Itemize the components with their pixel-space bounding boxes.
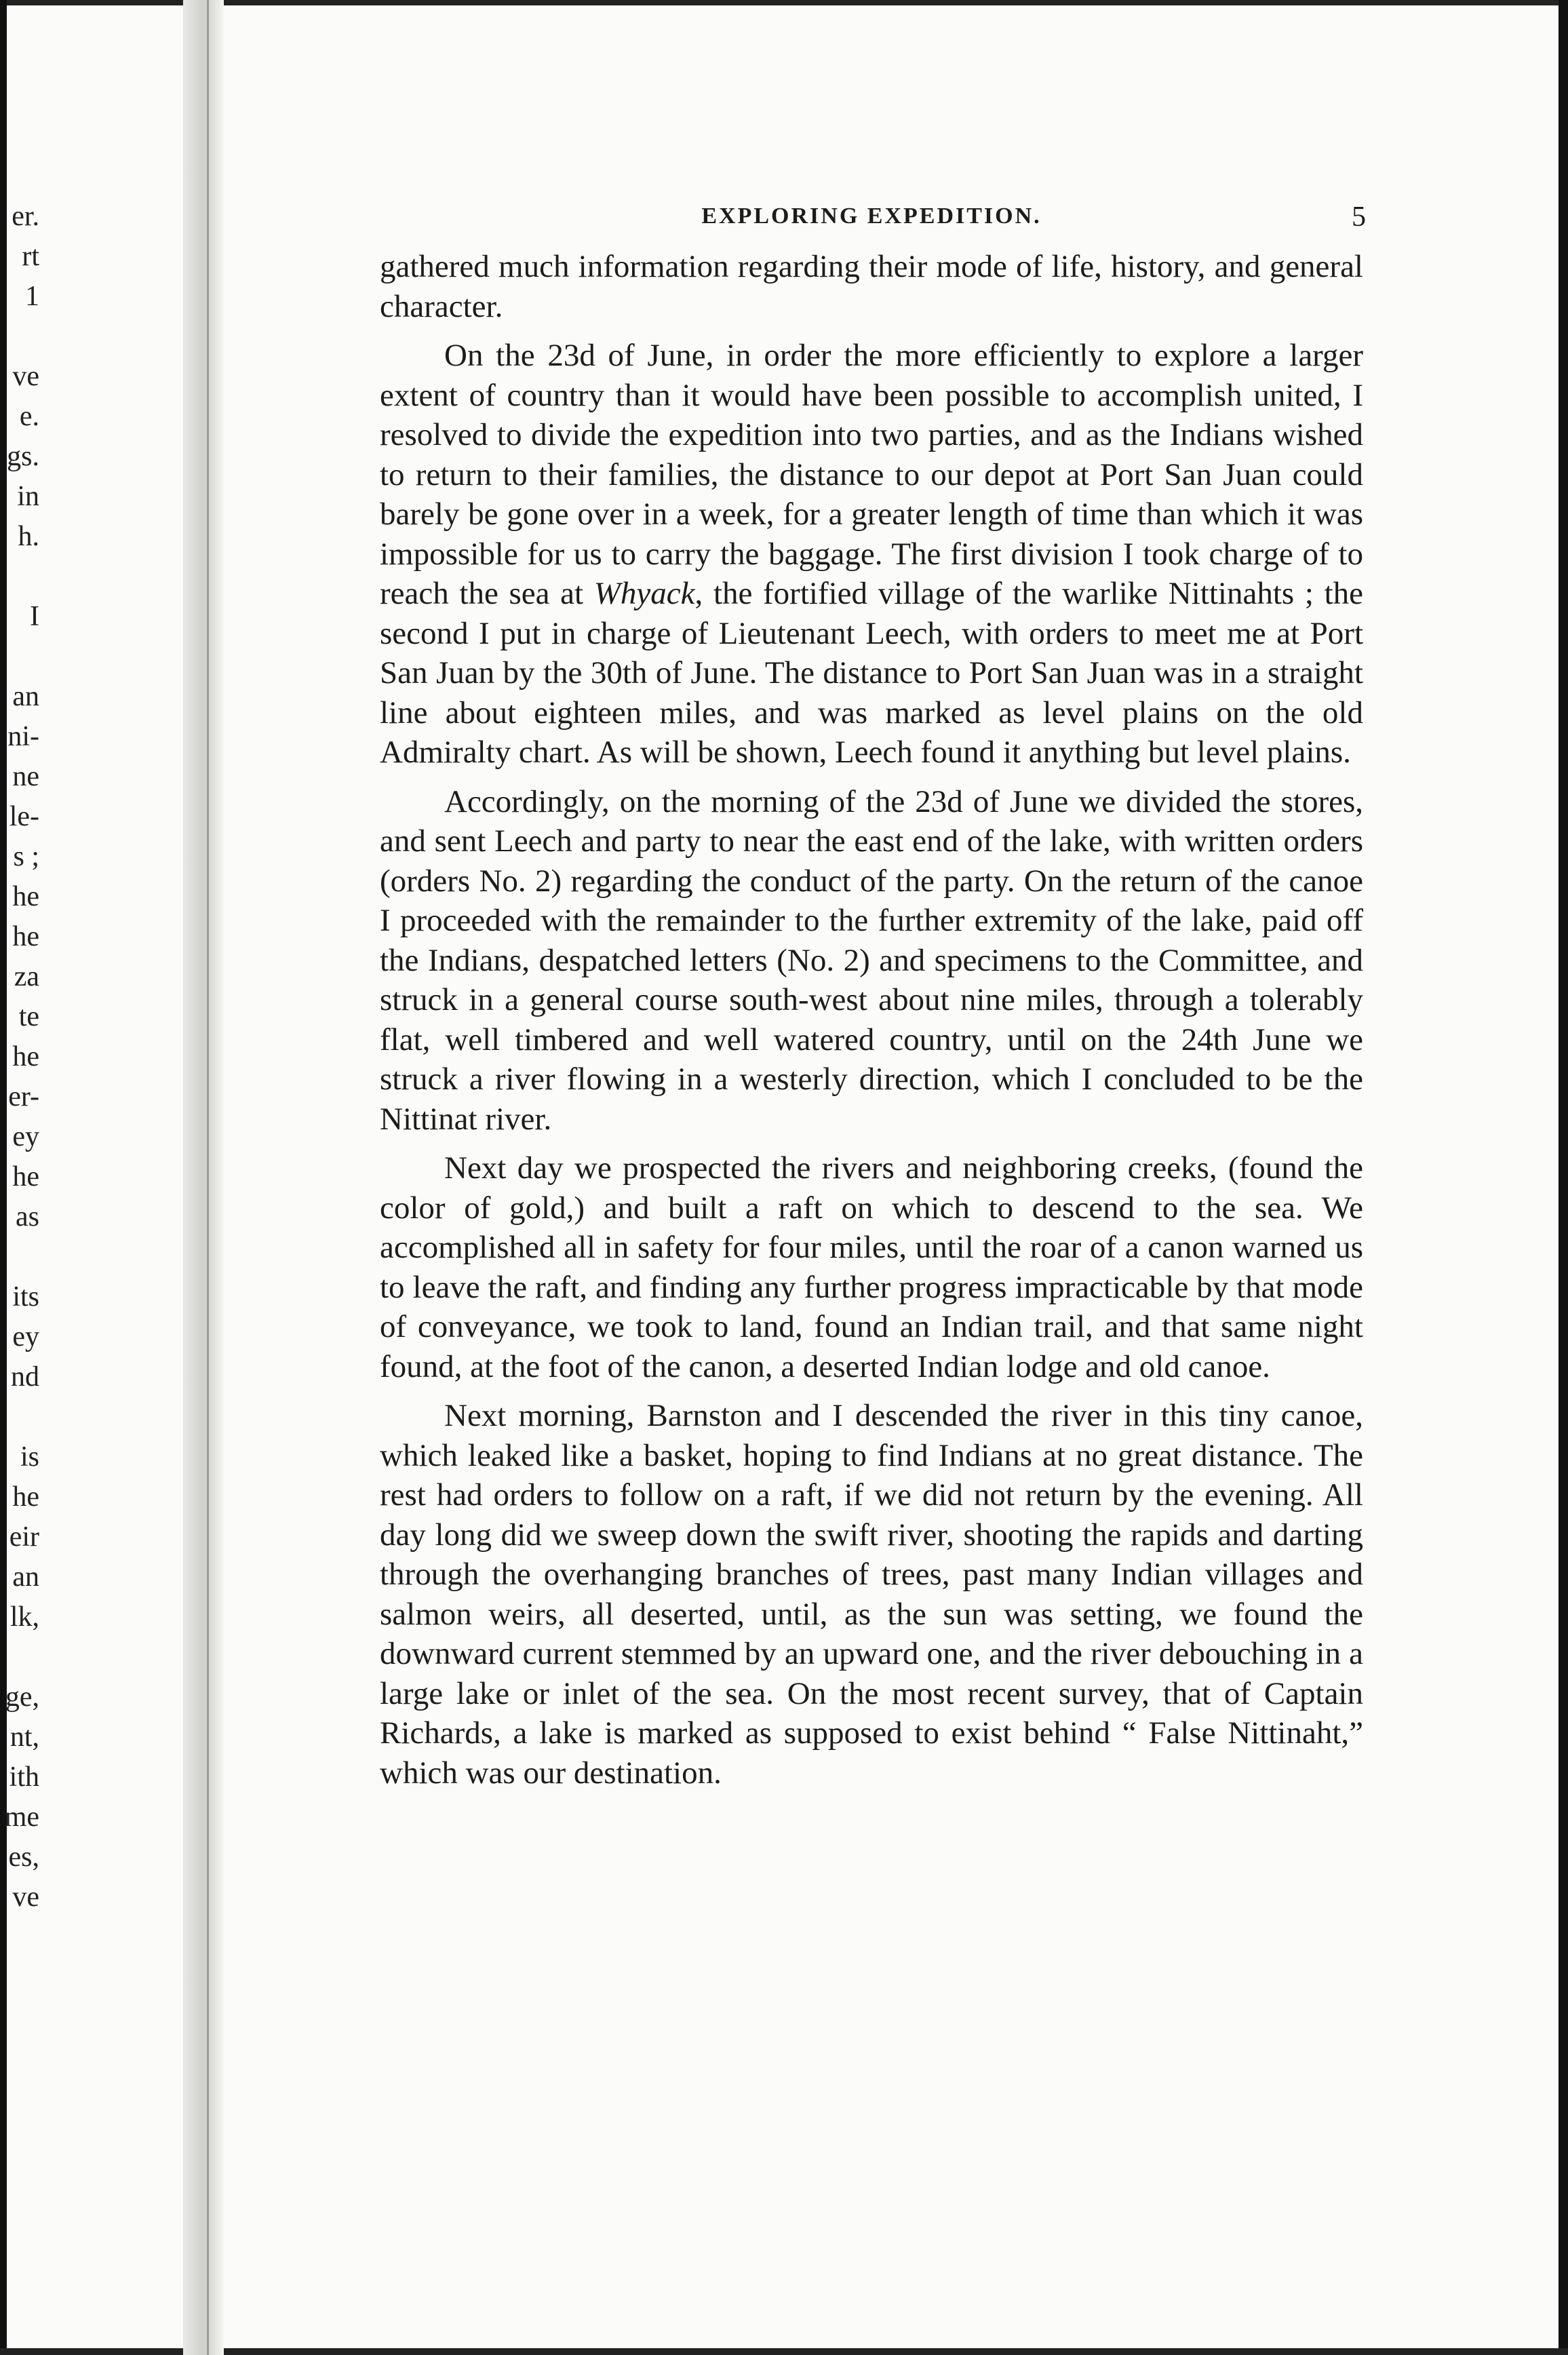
facing-line: ni- <box>7 721 39 752</box>
facing-line: lk, <box>9 1601 39 1633</box>
paragraph-5: Next morning, Barnston and I descended the river in this tiny canoe, which leaked like a basket, hoping to find Indians at no great distance. The rest had orders to follow on a raft, if we did not return by the evening. All day long did we sweep down the swift river, shooting the rapids and darting through the overhanging branches of trees, past many Indian villages and salmon weirs, all deserted, until, as the sun was setting, we found the downward current stemmed by an upward one, and the river debouching in a large lake or inlet of the sea. On the most recent survey, that of Captain Richards, a lake is marked as supposed to exist behind “ False Nittinaht,” which was our destination. <box>380 1398 1363 1791</box>
paragraph-2-text-b: , the fortified village of the warlike Nittinahts ; the second I put in charge of Lieutenant Leech, with orders to meet me at Port San Juan by the 30th of June. The distance to Port San Juan was in a straight line about eighteen miles, and was marked as level plains on the old Admiralty chart. As will be shown, Leech found it anything but level plains. <box>380 576 1363 770</box>
paragraph-2 <box>380 336 1363 773</box>
facing-line <box>0 317 39 357</box>
facing-line: ve <box>12 361 39 392</box>
scan-frame-right <box>1559 0 1568 2355</box>
facing-line: nd <box>11 1361 39 1393</box>
facing-line: h. <box>18 521 39 552</box>
facing-line: le- <box>9 801 39 832</box>
paragraph-4: Next day we prospected the rivers and neighboring creeks, (found the color of gold,) and built a raft on which to descend to the sea. We accomplished all in safety for four miles, until the roar of a canon warned us to leave the raft, and finding any further progress impracticable by that mode of conveyance, we took to land, found an Indian trail, and that same night found, at the foot of the canon, a deserted Indian lodge and old canoe. <box>380 1150 1363 1384</box>
facing-line: he <box>12 1041 39 1072</box>
running-head <box>380 201 1366 239</box>
facing-line: za <box>14 961 39 992</box>
facing-line: he <box>12 1161 39 1192</box>
facing-line <box>0 1637 39 1677</box>
paragraph-1: gathered much information regarding their mode of life, history, and general character. <box>380 249 1363 324</box>
paragraph-3: Accordingly, on the morning of the 23d of June we divided the stores, and sent Leech and party to near the east end of the lake, with written orders (orders No. 2) regarding the conduct of the party. On the return of the canoe I proceeded with the remainder to the further extremity of the lake, paid off the Indians, despatched letters (No. 2) and specimens to the Committee, and struck in a general course south-west about nine miles, through a tolerably flat, well timbered and well watered country, until on the 24th June we struck a river flowing in a westerly direction, which I concluded to be the Nittinat river. <box>380 783 1363 1137</box>
facing-page-fragment <box>0 197 39 1918</box>
paragraph-2-text-a: On the 23d of June, in order the more efficiently to explore a larger extent of country than it would have been possible to accomplish united, I resolved to divide the expedition into two parties, and as the Indians wished to return to their families, the distance to our depot at Port San Juan could barely be gone over in a week, for a greater length of time than which it was impossible for us to carry the baggage. The first division I took charge of to reach the sea at <box>380 338 1363 611</box>
facing-line: e. <box>19 401 39 432</box>
facing-line: rt <box>22 241 39 272</box>
facing-line: ey <box>12 1121 39 1152</box>
facing-line <box>0 1397 39 1437</box>
page-number: 5 <box>1352 201 1366 233</box>
facing-line: er. <box>12 201 39 232</box>
body-text <box>380 247 1363 1793</box>
facing-line: an <box>12 1561 39 1593</box>
scan-frame-top <box>0 0 1568 5</box>
facing-line: ve <box>12 1882 39 1913</box>
book-gutter <box>183 0 224 2355</box>
facing-line: ey <box>12 1321 39 1352</box>
facing-line: I <box>30 601 39 632</box>
facing-line: s ; <box>13 841 39 872</box>
facing-line <box>0 557 39 597</box>
paragraph-2-emphasis: Whyack <box>593 576 695 611</box>
facing-line: es, <box>8 1842 39 1873</box>
facing-line: nt, <box>9 1721 39 1753</box>
facing-line: he <box>12 1481 39 1513</box>
book-page <box>380 201 1366 1802</box>
facing-line: an <box>12 681 39 712</box>
facing-line: te <box>18 1001 39 1032</box>
facing-line: as <box>16 1201 39 1232</box>
facing-line <box>0 637 39 677</box>
facing-line: ge, <box>5 1681 39 1713</box>
gutter-shadow-line <box>207 0 209 2355</box>
facing-line: is <box>20 1441 39 1473</box>
facing-line: gs. <box>7 441 39 472</box>
facing-line: its <box>12 1281 39 1312</box>
facing-line: eir <box>9 1521 39 1553</box>
facing-line: ne <box>12 761 39 792</box>
facing-line: me <box>4 1802 39 1833</box>
facing-line: in <box>17 481 39 512</box>
facing-line: he <box>12 881 39 912</box>
scan-frame-bottom <box>0 2348 1568 2355</box>
facing-line: er- <box>8 1081 39 1112</box>
facing-line: he <box>12 921 39 952</box>
facing-line: 1 <box>25 281 39 312</box>
facing-line <box>0 1237 39 1277</box>
running-head-title: EXPLORING EXPEDITION. <box>701 203 1042 229</box>
facing-line: ith <box>9 1762 39 1793</box>
